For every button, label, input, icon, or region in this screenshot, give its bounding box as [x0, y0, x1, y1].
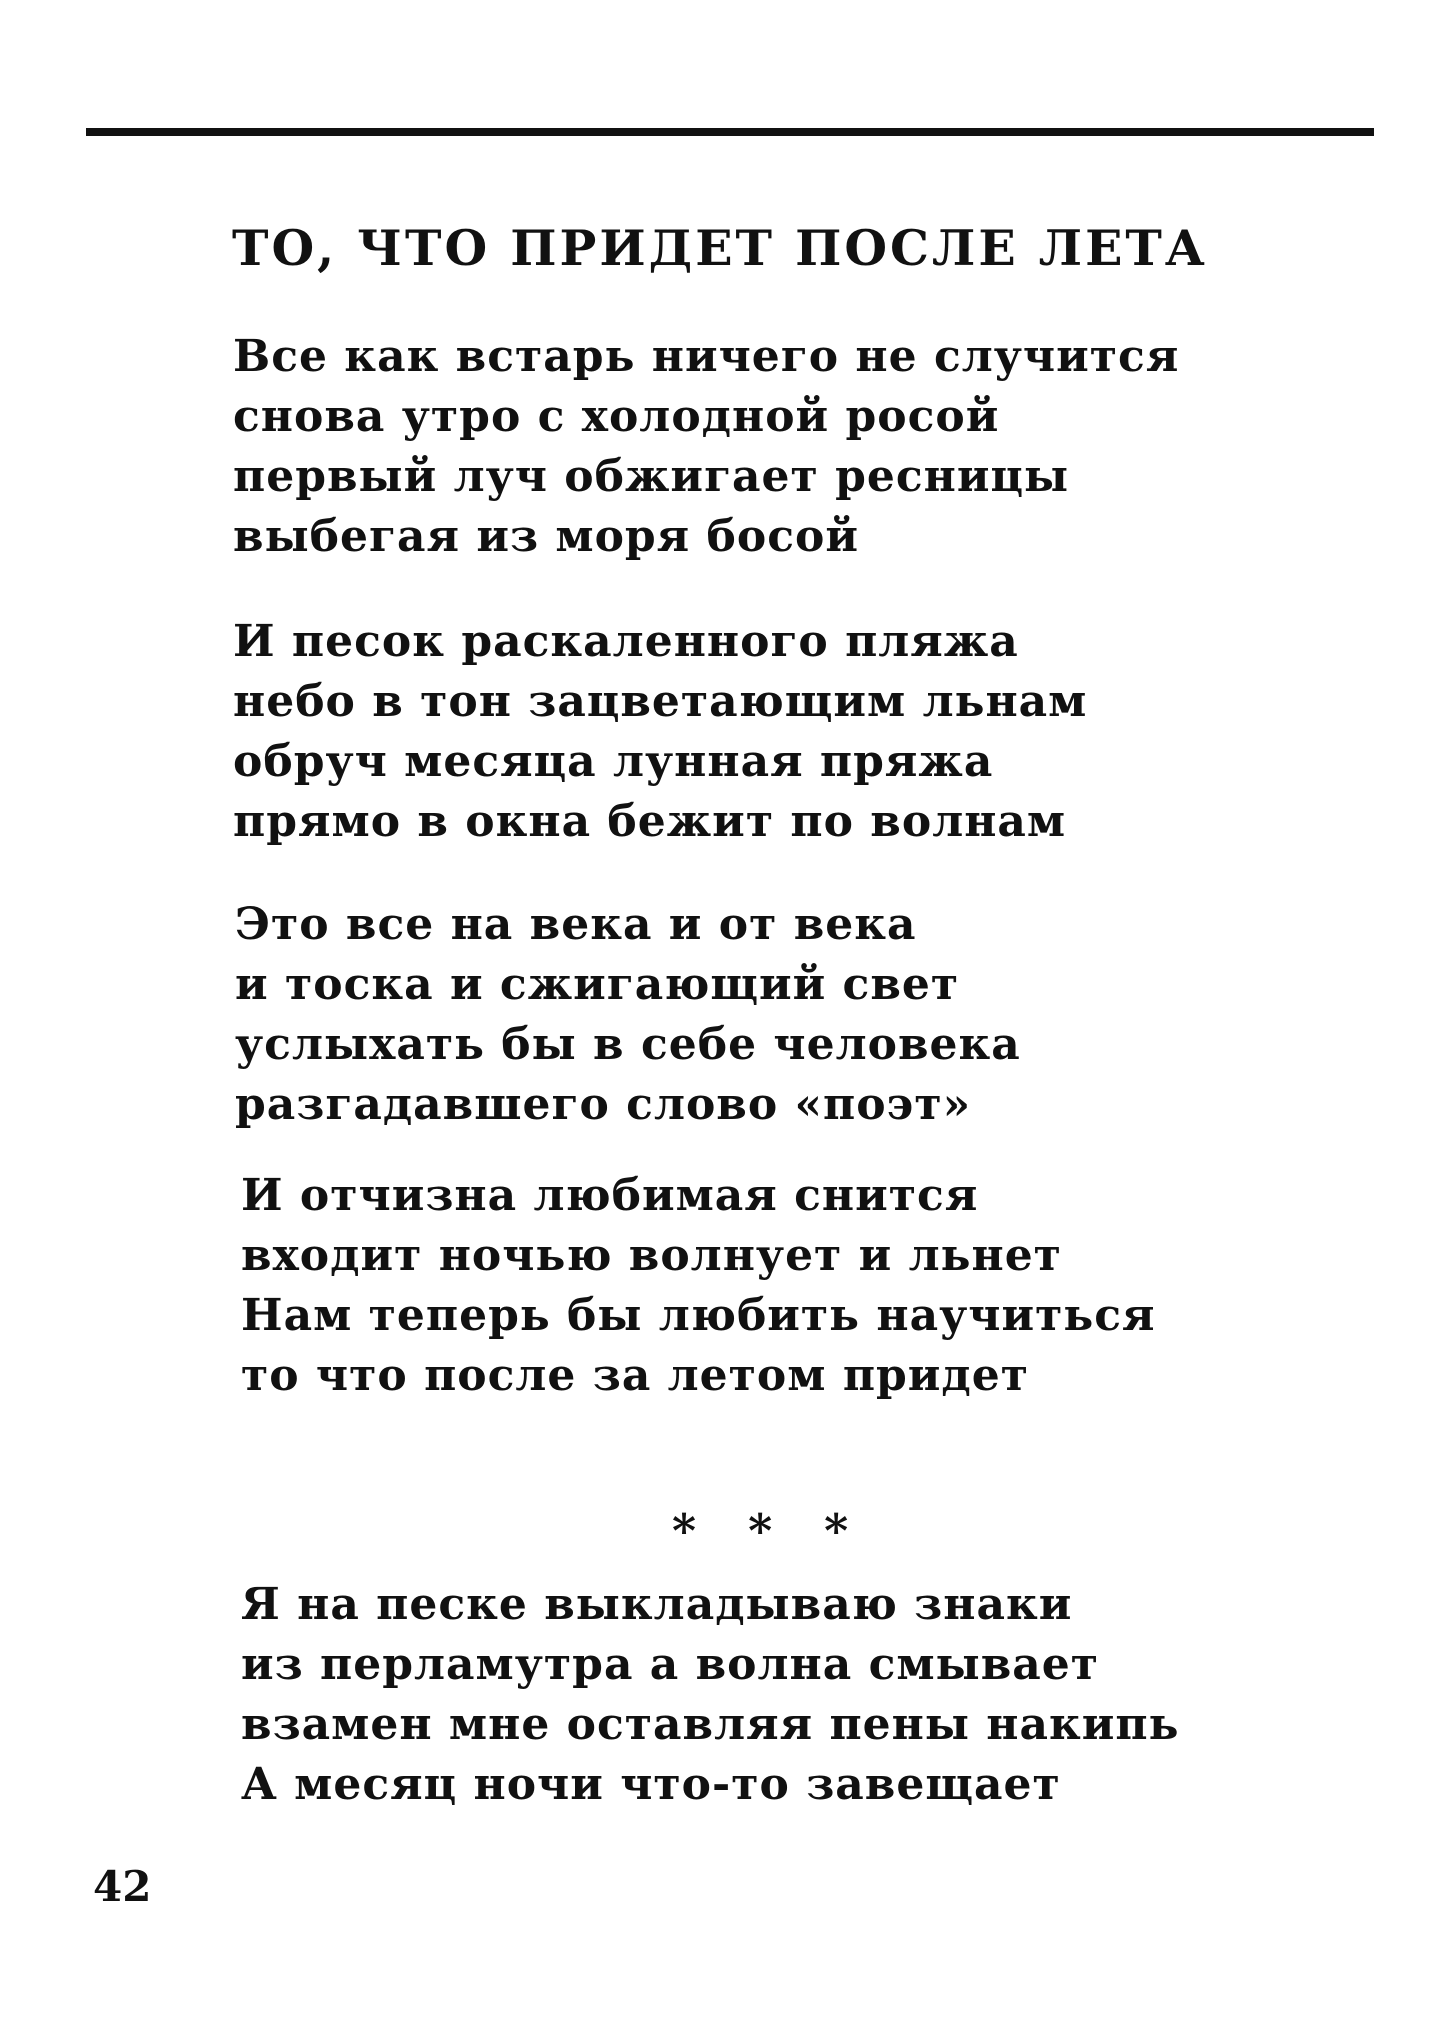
poem-line: обруч месяца лунная пряжа: [233, 736, 994, 787]
poem-line: Все как встарь ничего не случится: [233, 331, 1180, 382]
poem-title: ТО, ЧТО ПРИДЕТ ПОСЛЕ ЛЕТА: [232, 219, 1208, 277]
poem-line: и тоска и сжигающий свет: [235, 959, 960, 1010]
stanza-3: [235, 895, 1021, 1135]
poem-line: снова утро с холодной росой: [233, 391, 1000, 442]
poem-line: прямо в окна бежит по волнам: [233, 796, 1067, 847]
poem-line: Я на песке выкладываю знаки: [241, 1579, 1073, 1630]
poem-line: Это все на века и от века: [235, 899, 917, 950]
poem-line: разгадавшего слово «поэт»: [235, 1079, 972, 1130]
stanza-2: [233, 612, 1087, 852]
stanza-1: [233, 327, 1179, 567]
asterism-separator: * * *: [672, 1504, 867, 1558]
poem-line: входит ночью волнует и льнет: [241, 1230, 1062, 1281]
poem-line: И песок раскаленного пляжа: [233, 616, 1019, 667]
poem-line: выбегая из моря босой: [233, 511, 859, 562]
second-poem-stanza: [241, 1575, 1180, 1815]
poem-line: первый луч обжигает ресницы: [233, 451, 1070, 502]
poem-line: то что после за летом придет: [241, 1350, 1030, 1401]
poem-line: взамен мне оставляя пены накипь: [241, 1699, 1180, 1750]
top-rule: [86, 128, 1374, 136]
stanza-4: [241, 1166, 1156, 1406]
poem-line: А месяц ночи что-то завещает: [241, 1759, 1061, 1810]
poem-line: И отчизна любимая снится: [241, 1170, 979, 1221]
poem-line: услыхать бы в себе человека: [235, 1019, 1021, 1070]
page-number: 42: [93, 1862, 152, 1911]
poem-line: небо в тон зацветающим льнам: [233, 676, 1088, 727]
poem-line: Нам теперь бы любить научиться: [241, 1290, 1156, 1341]
poem-line: из перламутра а волна смывает: [241, 1639, 1100, 1690]
